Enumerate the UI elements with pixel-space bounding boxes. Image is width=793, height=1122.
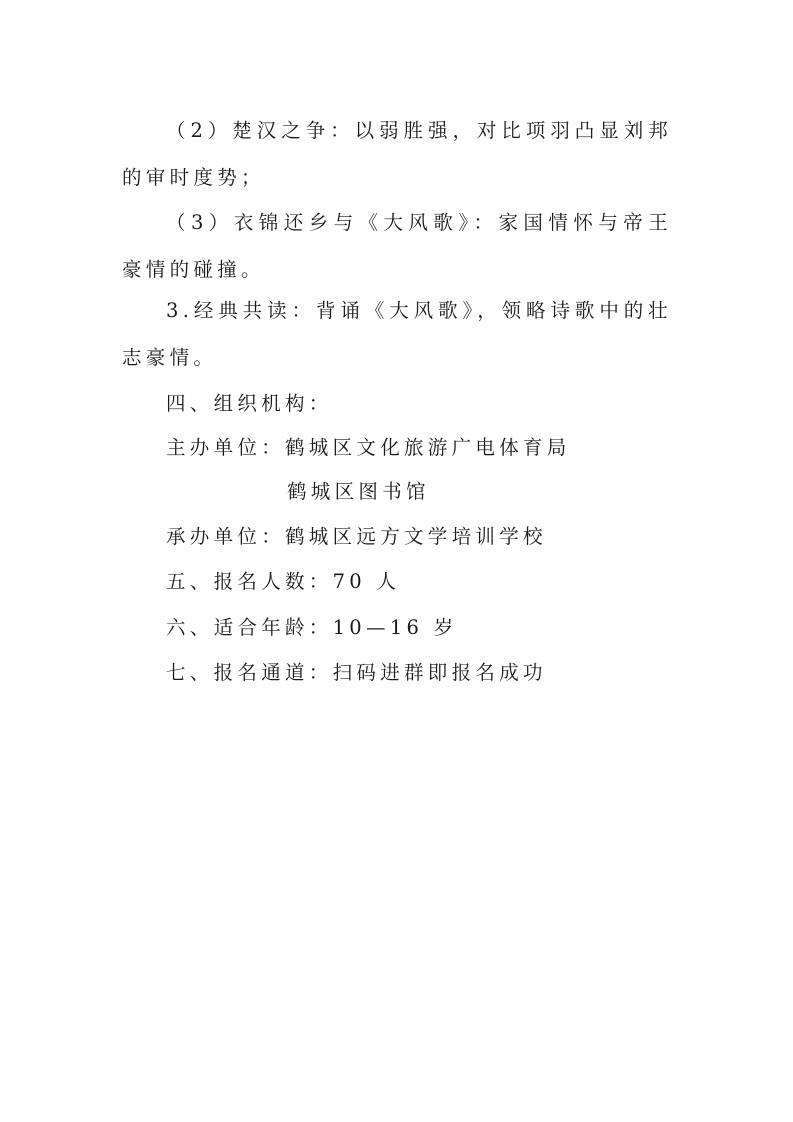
signup-channel-line: 七、报名通道：扫码进群即报名成功 — [166, 661, 547, 684]
organizer-line: 承办单位：鹤城区远方文学培训学校 — [166, 525, 547, 548]
host-units-second-line: 鹤城区图书馆 — [287, 480, 430, 503]
section-heading-organization: 四、组织机构： — [166, 392, 333, 415]
paragraph-return-home-song: （3）衣锦还乡与《大风歌》：家国情怀与帝王豪情的碰撞。 — [122, 211, 672, 281]
host-units-line: 主办单位：鹤城区文化旅游广电体育局 — [166, 436, 571, 459]
paragraph-classic-reading: 3.经典共读：背诵《大风歌》，领略诗歌中的壮志豪情。 — [122, 299, 672, 369]
paragraph-chu-han-contention: （2）楚汉之争：以弱胜强，对比项羽凸显刘邦的审时度势； — [122, 119, 672, 189]
enrollment-count-line: 五、报名人数：70 人 — [166, 570, 401, 593]
age-range-line: 六、适合年龄：10—16 岁 — [166, 616, 458, 639]
